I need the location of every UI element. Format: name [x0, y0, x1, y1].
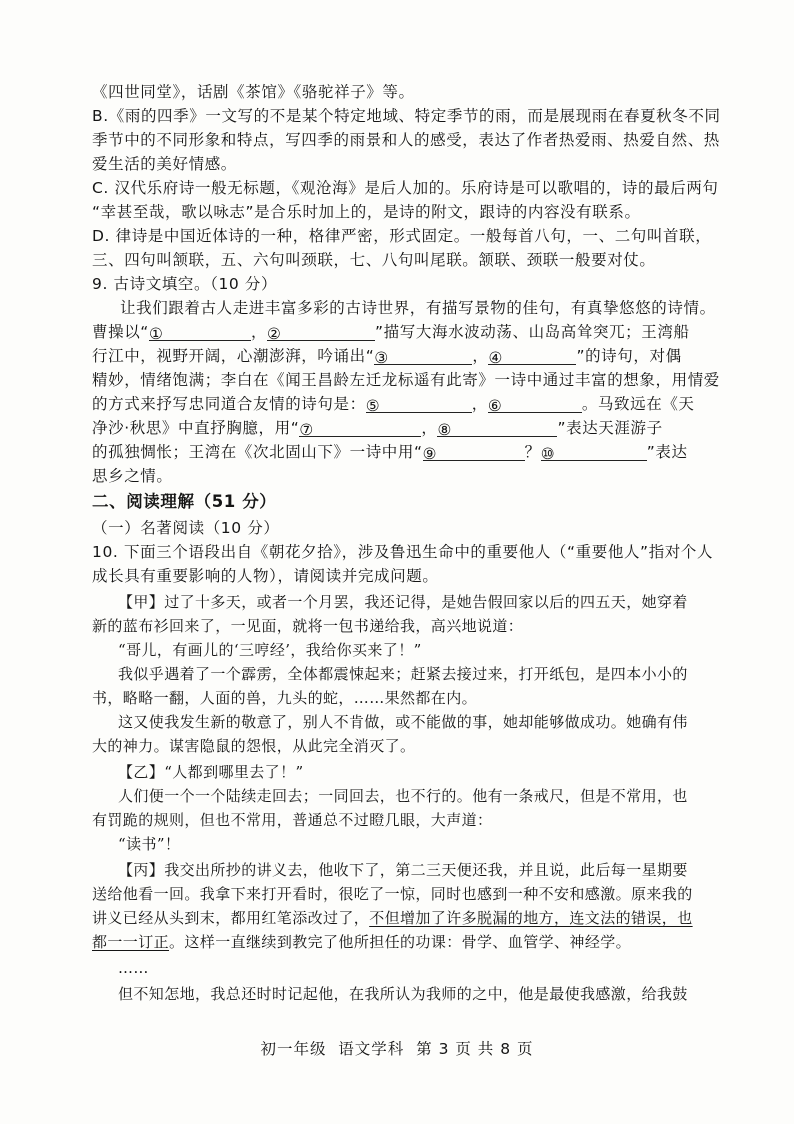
option-b-line-2: 季节中的不同形象和特点，写四季的雨景和人的感受，表达了作者热爱雨、热爱自然、热 — [92, 131, 720, 149]
option-c-line-2: “幸甚至哉，歌以咏志”是合乐时加上的，是诗的附文，跟诗的内容没有联系。 — [92, 203, 641, 221]
question-10-line-2: 成长具有重要影响的人物），请阅读并完成问题。 — [92, 567, 439, 585]
passage-bing-line-1: 【丙】我交出所抄的讲义去，他收下了，第二三天便还我，并且说，此后每一星期要 — [118, 861, 688, 879]
answer-blank-2[interactable]: ② — [267, 324, 375, 341]
question-9-line-4: 精妙，情绪饱满；李白在《闻王昌龄左迁龙标遥有此寄》一诗中通过丰富的想象，用情爱 — [92, 371, 720, 389]
question-9-title: 9. 古诗文填空。（10 分） — [92, 275, 278, 293]
passage-jia-line-2: 新的蓝布衫回来了，一见面，就将一包书递给我，高兴地说道： — [92, 617, 524, 635]
section-2-heading: 二、阅读理解（51 分） — [92, 492, 277, 511]
passage-jia-line-1: 【甲】过了十多天，或者一个月罢，我还记得，是她告假回家以后的四五天，她穿着 — [118, 593, 688, 611]
passage-yi-line-1: 【乙】“人都到哪里去了！” — [118, 763, 304, 781]
option-d-line-1: D. 律诗是中国近体诗的一种，格律严密，形式固定。一般每首八句，一、二句叫首联， — [92, 227, 712, 245]
question-9-line-3: 行江中，视野开阔，心潮澎湃，吟诵出“③ ，④ ”的诗句，对偶 — [92, 347, 682, 367]
passage-bing-line-4: 都一一订正。这样一直继续到教完了他所担任的功课：骨学、血管学、神经学。 — [92, 933, 632, 951]
passage-yi-line-3: 有罚跪的规则，但也不常用，普通总不过瞪几眼，大声道： — [92, 811, 493, 829]
option-b-line-1: B.《雨的四季》一文写的不是某个特定地域、特定季节的雨，而是展现雨在春夏秋冬不同 — [92, 107, 721, 125]
answer-blank-1[interactable]: ① — [149, 324, 251, 341]
passage-jia-line-3: “哥儿，有画儿的‘三哼经’，我给你买来了！” — [118, 641, 422, 659]
answer-blank-8[interactable]: ⑧ — [437, 420, 557, 437]
option-b-line-3: 爱生活的美好情感。 — [92, 155, 237, 173]
option-d-line-2: 三、四句叫颔联，五、六句叫颈联，七、八句叫尾联。颔联、颈联一般要对仗。 — [92, 251, 656, 269]
passage-bing-line-2: 送给他看一回。我拿下来打开看时，很吃了一惊，同时也感到一种不安和感激。原来我的 — [92, 885, 693, 903]
passage-yi-line-2: 人们便一个一个陆续走回去；一同回去，也不行的。他有一条戒尺，但是不常用，也 — [118, 787, 688, 805]
underlined-sentence-part-2: 都一一订正 — [92, 933, 170, 951]
passage-ellipsis: …… — [118, 959, 149, 977]
answer-blank-10[interactable]: ⑩ — [541, 444, 647, 461]
passage-bing-line-3: 讲义已经从头到末，都用红笔添改过了，不但增加了许多脱漏的地方，连文法的错误，也 — [92, 909, 693, 927]
question-9-line-5: 的方式来抒写忠同道合友情的诗句是：⑤ ，⑥ 。马致远在《天 — [92, 395, 695, 415]
question-9-line-6: 净沙·秋思》中直抒胸臆，用“⑦ ，⑧ ”表达天涯游子 — [92, 419, 663, 439]
answer-blank-4[interactable]: ④ — [488, 348, 576, 365]
question-9-line-2: 曹操以“① ，② ”描写大海水波动荡、山岛高耸突兀；王湾船 — [92, 323, 690, 343]
page-footer: 初一年级 语文学科 第 3 页 共 8 页 — [260, 1040, 534, 1058]
answer-blank-6[interactable]: ⑥ — [488, 396, 582, 413]
question-9-intro: 让我们跟着古人走进丰富多彩的古诗世界，有描写景物的佳句，有真挚悠悠的诗情。 — [120, 299, 716, 317]
option-a-continuation: 《四世同堂》，话剧《茶馆》《骆驼祥子》等。 — [92, 83, 415, 101]
passage-last-line: 但不知怎地，我总还时时记起他，在我所认为我师的之中，他是最使我感激，给我鼓 — [118, 985, 688, 1003]
answer-blank-9[interactable]: ⑨ — [423, 444, 525, 461]
answer-blank-3[interactable]: ③ — [374, 348, 472, 365]
answer-blank-7[interactable]: ⑦ — [299, 420, 421, 437]
passage-jia-line-5: 书，略略一翻，人面的兽，九头的蛇，……果然都在内。 — [92, 689, 478, 707]
option-c-line-1: C. 汉代乐府诗一般无标题，《观沧海》是后人加的。乐府诗是可以歌唱的，诗的最后两句 — [92, 179, 719, 197]
passage-jia-line-6: 这又使我发生新的敬意了，别人不肯做，或不能做的事，她却能够做成功。她确有伟 — [118, 713, 688, 731]
answer-blank-5[interactable]: ⑤ — [366, 396, 472, 413]
question-10-line-1: 10. 下面三个语段出自《朝花夕拾》，涉及鲁迅生命中的重要他人（“重要他人”指对个人 — [92, 543, 714, 561]
subsection-1-heading: （一）名著阅读（10 分） — [92, 519, 280, 537]
passage-jia-line-4: 我似乎遇着了一个霹雳，全体都震悚起来；赶紧去接过来，打开纸包，是四本小小的 — [118, 665, 688, 683]
question-9-line-7: 的孤独惆怅；王湾在《次北固山下》一诗中用“⑨ ？⑩ ”表达 — [92, 443, 688, 463]
passage-jia-line-7: 大的神力。谋害隐鼠的怨恨，从此完全消灭了。 — [92, 737, 416, 755]
question-9-line-8: 思乡之情。 — [92, 467, 173, 485]
underlined-sentence-part-1: 不但增加了许多脱漏的地方，连文法的错误，也 — [369, 909, 693, 927]
passage-yi-line-4: “读书”！ — [118, 835, 181, 853]
